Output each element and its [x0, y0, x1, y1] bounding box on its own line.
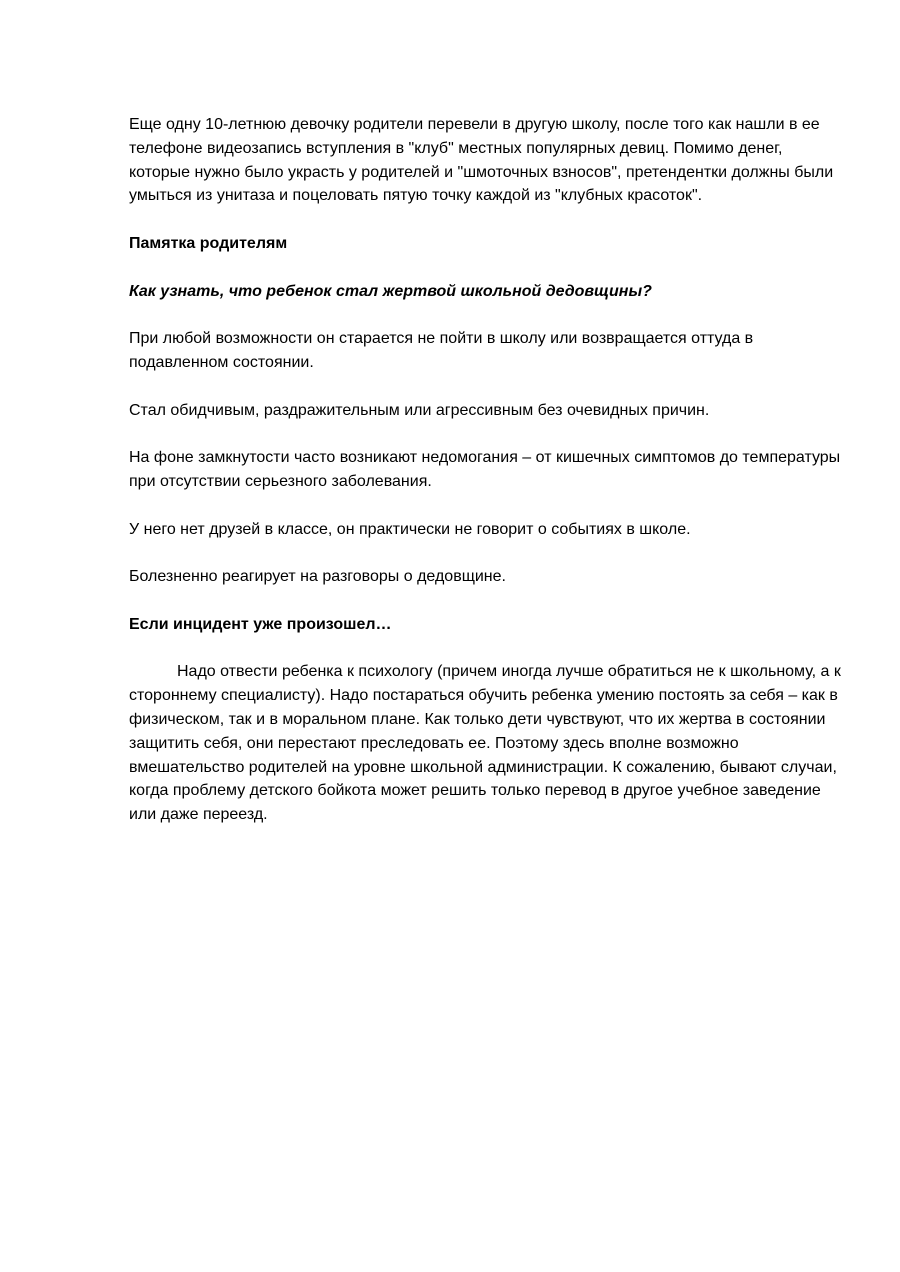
intro-paragraph: Еще одну 10-летнюю девочку родители перевели в другую школу, после того как нашли в ее телефоне видеозапись вступления в "клуб" местных популярных девиц. Помимо денег, которые нужно было украсть у родителей и "шмоточных взносов", претендентки должны были умыться из унитаза и поцеловать пятую точку каждой из "клубных красоток".: [129, 116, 834, 205]
sign-paragraph-4: У него нет друзей в классе, он практически не говорит о событиях в школе.: [129, 520, 691, 538]
memo-heading: Памятка родителям: [129, 234, 288, 252]
question-heading: Как узнать, что ребенок стал жертвой школьной дедовщины?: [129, 282, 652, 300]
incident-paragraph: Надо отвести ребенка к психологу (причем иногда лучше обратиться не к школьному, а к стороннему специалисту). Надо постараться обучить ребенка умению постоять за себя – как в физическом, так и в моральном плане. Как только дети чувствуют, что их жертва в состоянии защитить себя, они перестают преследовать ее. Поэтому здесь вполне возможно вмешательство родителей на уровне школьной администрации. К сожалению, бывают случаи, когда проблему детского бойкота может решить только перевод в другое учебное заведение или даже переезд.: [129, 663, 841, 824]
sign-paragraph-3: На фоне замкнутости часто возникают недомогания – от кишечных симптомов до температуры при отсутствии серьезного заболевания.: [129, 449, 841, 490]
incident-heading: Если инцидент уже произошел…: [129, 615, 392, 633]
sign-paragraph-2: Стал обидчивым, раздражительным или агрессивным без очевидных причин.: [129, 401, 710, 419]
sign-paragraph-1: При любой возможности он старается не пойти в школу или возвращается оттуда в подавленном состоянии.: [129, 330, 754, 371]
document-page: [129, 113, 841, 851]
sign-paragraph-5: Болезненно реагирует на разговоры о дедовщине.: [129, 568, 506, 586]
